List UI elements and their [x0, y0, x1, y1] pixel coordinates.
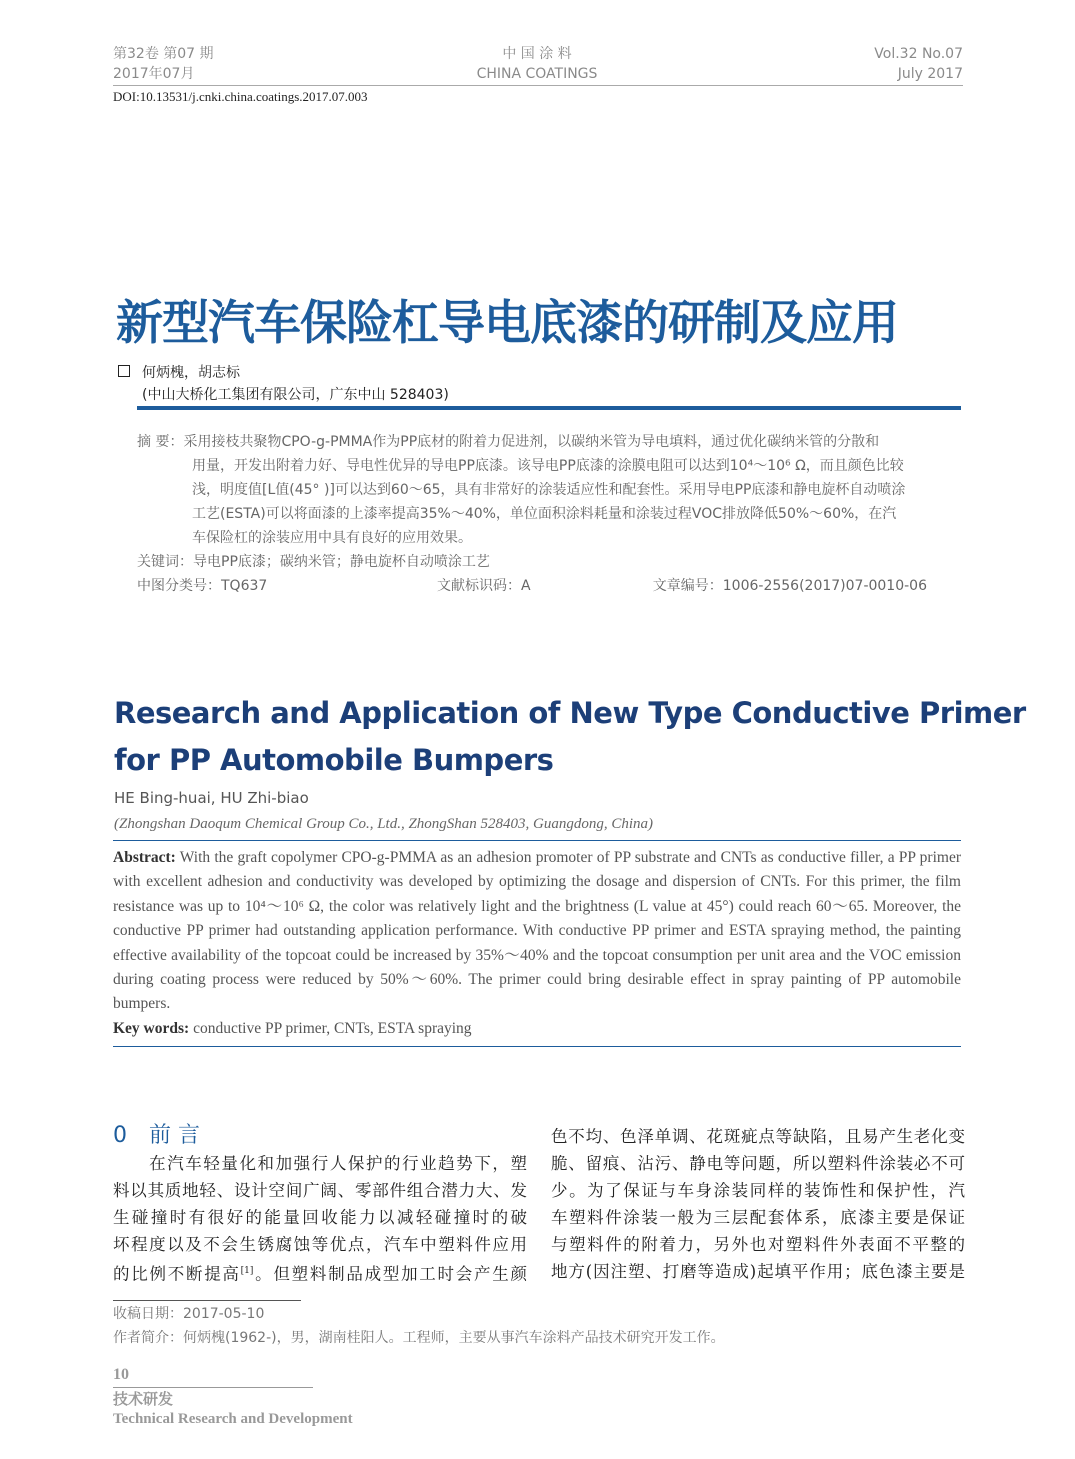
- column-name-en: Technical Research and Development: [113, 1411, 353, 1427]
- abstract-line: 工艺(ESTA)可以将面漆的上漆率提高35%～40%，单位面积涂料耗量和涂装过程VOC排放降低50%～60%，在汽: [192, 506, 897, 522]
- reference-link[interactable]: [1]: [240, 1266, 254, 1276]
- body-line: 少。为了保证与车身涂装同样的装饰性和保护性，汽: [551, 1181, 965, 1200]
- section-heading: [113, 1118, 200, 1149]
- column-name-zh: 技术研发: [113, 1392, 174, 1408]
- abstract-line: 浅，明度值[L值(45° )]可以达到60～65，具有非常好的涂装适应性和配套性。采用导电PP底漆和静电旋杯自动喷涂: [192, 482, 906, 498]
- abstract-en: [113, 846, 961, 1041]
- journal-name-en: CHINA COATINGS: [476, 66, 598, 82]
- body-line: 生碰撞时有很好的能量回收能力以减轻碰撞时的破: [113, 1208, 527, 1227]
- body-line: [113, 1258, 527, 1288]
- authors-block: [118, 362, 449, 406]
- abstract-line: 车保险杠的涂装应用中具有良好的应用效果。: [192, 530, 472, 546]
- body-text: 的比例不断提高: [113, 1264, 241, 1284]
- abstract-line: 用量，开发出附着力好、导电性优异的导电PP底漆。该导电PP底漆的涂膜电阻可以达到10⁴～10⁶ Ω，而且颜色比较: [192, 458, 904, 474]
- body-line: 车塑料件涂装一般为三层配套体系，底漆主要是保证: [551, 1208, 965, 1227]
- journal-name-zh: 中 国 涂 料: [502, 46, 572, 62]
- doi[interactable]: DOI:10.13531/j.cnki.china.coatings.2017.07.003: [113, 89, 368, 104]
- header-center: [437, 44, 637, 84]
- abstract-text-en: With the graft copolymer CPO-g-PMMA as an adhesion promoter of PP substrate and CNTs as conductive filler, a PP primer with excellent adhesion and conductivity was developed by optimizing the dosage and dispersion of CNTs. For this primer, the film resistance was up to 10⁴～10⁶ Ω, the color was relatively light and the brightness (L value at 45°) could reach 60～65. Moreover, the conductive PP primer had outstanding application performance. With conductive PP primer and ESTA spraying method, the painting effective availability of the topcoat could be increased by 35%～40% and the topcoat consumption per unit area and the VOC emission during coating process were reduced by 50%～60%. The primer could bring desirable effect in spray painting of PP automobile bumpers.: [113, 849, 961, 1013]
- abstract-label-zh: 摘 要：: [137, 434, 184, 450]
- volume-issue-en: Vol.32 No.07: [874, 46, 963, 62]
- body-line: 脆、留痕、沾污、静电等问题，所以塑料件涂装必不可: [551, 1154, 965, 1173]
- body-column-right: [551, 1123, 965, 1285]
- footer-column: [113, 1391, 353, 1429]
- header-rule: [113, 85, 963, 86]
- title-en-line: for PP Automobile Bumpers: [114, 743, 554, 777]
- header-left: [113, 44, 214, 84]
- section-number: 0: [113, 1123, 127, 1148]
- keywords-label-en: Key words:: [113, 1019, 190, 1037]
- keywords-en: conductive PP primer, CNTs, ESTA spraying: [193, 1019, 472, 1037]
- author-bio: 作者简介：何炳槐(1962-)，男，湖南桂阳人。工程师，主要从事汽车涂料产品技术研究开发工作。: [113, 1330, 725, 1346]
- authors-en: HE Bing-huai, HU Zhi-biao: [114, 789, 309, 807]
- square-icon: [118, 365, 130, 377]
- authors-zh: 何炳槐，胡志标: [142, 365, 240, 381]
- abstract-label-en: Abstract:: [113, 849, 176, 866]
- issue-date-en: July 2017: [897, 66, 963, 82]
- affiliation-en: (Zhongshan Daoqum Chemical Group Co., Ltd., ZhongShan 528403, Guangdong, China): [114, 816, 654, 832]
- footnote-rule: [113, 1300, 301, 1301]
- abstract-zh: [137, 430, 937, 598]
- abstract-bottom-rule: [113, 1046, 961, 1047]
- body-line: 色不均、色泽单调、花斑疵点等缺陷，且易产生老化变: [551, 1127, 965, 1146]
- issue-date: 2017年07月: [113, 66, 195, 82]
- footer-rule: [113, 1387, 313, 1388]
- affiliation-zh: (中山大桥化工集团有限公司，广东中山 528403): [142, 387, 449, 403]
- received-date: 收稿日期：2017-05-10: [113, 1306, 265, 1322]
- body-text: 。但塑料制品成型加工时会产生颜: [253, 1264, 527, 1284]
- title-zh: 新型汽车保险杠导电底漆的研制及应用: [116, 296, 898, 351]
- body-line: 料以其质地轻、设计空间广阔、零部件组合潜力大、发: [113, 1181, 527, 1200]
- keywords-zh: 关键词：导电PP底漆；碳纳米管；静电旋杯自动喷涂工艺: [137, 554, 490, 570]
- title-divider: [137, 406, 961, 410]
- page-number: 10: [113, 1366, 129, 1383]
- body-column-left: [113, 1150, 527, 1288]
- clc-number: 中图分类号：TQ637: [137, 578, 268, 594]
- title-en-line: Research and Application of New Type Conductive Primer: [114, 696, 1026, 730]
- body-line: 与塑料件的附着力，另外也对塑料件外表面不平整的: [551, 1235, 965, 1254]
- header-right: [874, 44, 963, 84]
- abstract-line: 采用接枝共聚物CPO-g-PMMA作为PP底材的附着力促进剂，以碳纳米管为导电填料，通过优化碳纳米管的分散和: [183, 434, 880, 450]
- document-code: 文献标识码：A: [437, 578, 531, 594]
- body-line: 在汽车轻量化和加强行人保护的行业趋势下，塑: [113, 1154, 527, 1173]
- abstract-top-rule: [113, 840, 961, 841]
- body-line: 地方(因注塑、打磨等造成)起填平作用；底色漆主要是: [551, 1262, 965, 1281]
- section-title: 前 言: [149, 1123, 200, 1148]
- volume-issue: 第32卷 第07 期: [113, 46, 214, 62]
- article-number: 文章编号：1006-2556(2017)07-0010-06: [652, 578, 927, 594]
- body-line: 坏程度以及不会生锈腐蚀等优点，汽车中塑料件应用: [113, 1235, 527, 1254]
- footnotes: [113, 1302, 725, 1350]
- title-en: [114, 690, 1026, 784]
